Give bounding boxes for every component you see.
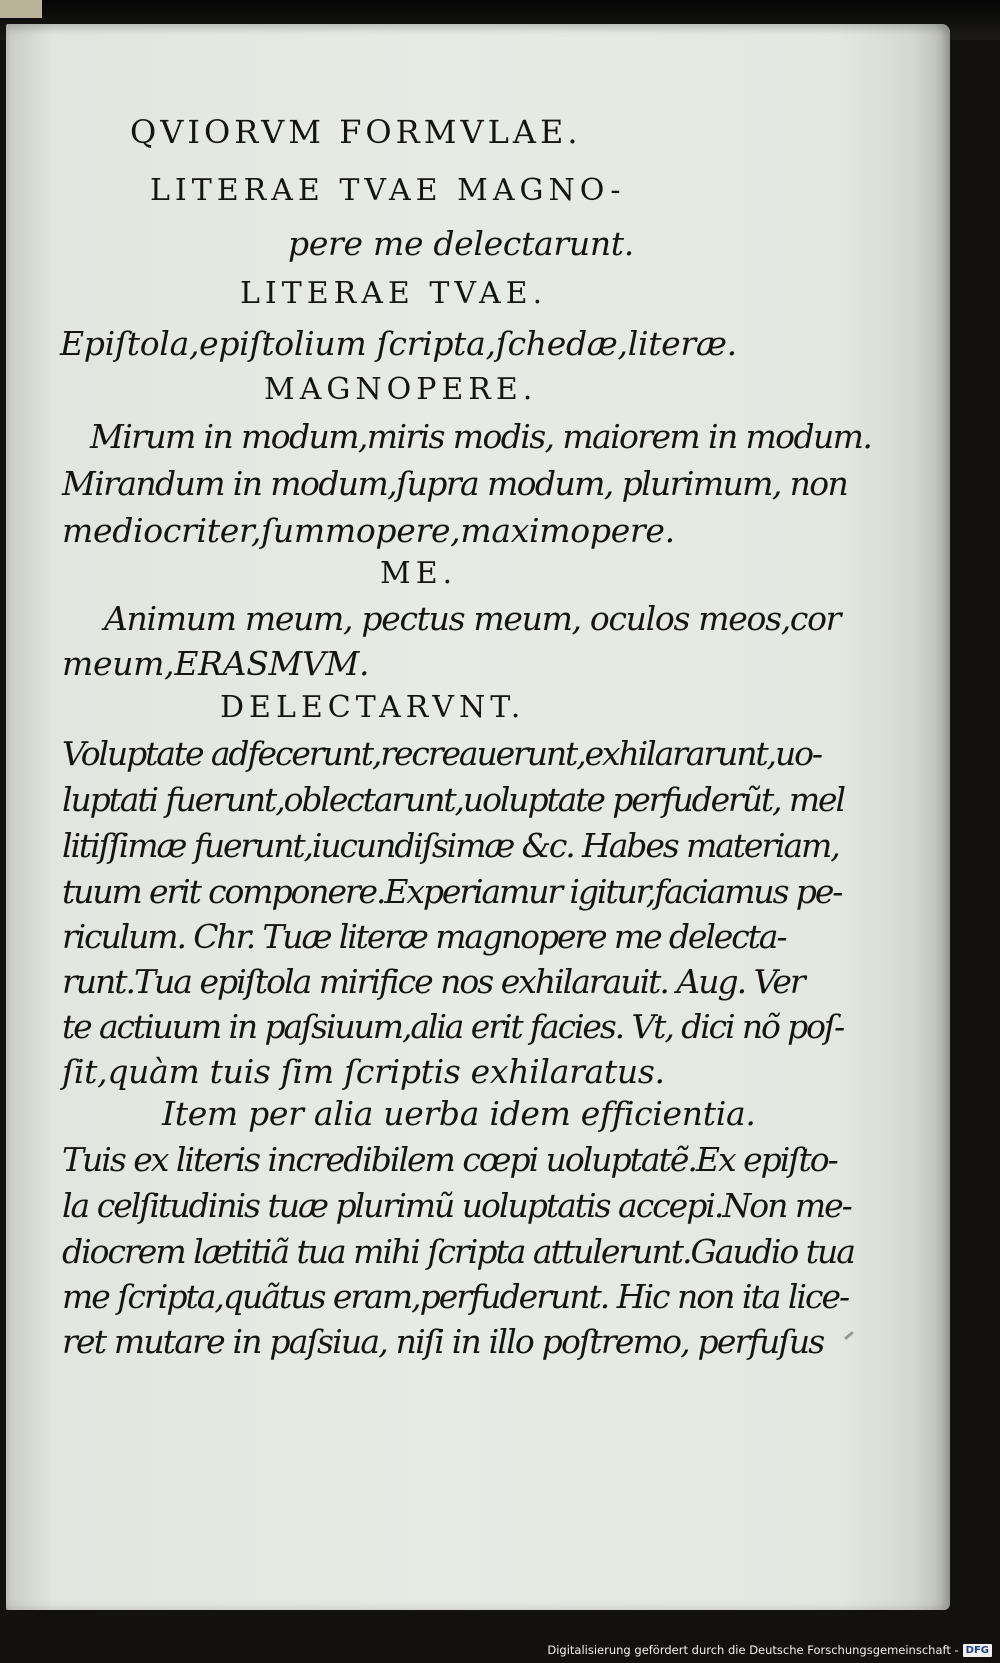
section-heading: DELECTARVNT. <box>220 690 526 725</box>
text-line: Voluptate adfecerunt,recreauerunt,exhilararunt,uo- <box>62 734 821 773</box>
digitization-footer <box>547 1640 992 1660</box>
book-page <box>6 24 950 1610</box>
text-line: meum,ERASMVM. <box>62 644 370 683</box>
scan-corner-tab <box>0 0 42 18</box>
funding-credit: Digitalisierung gefördert durch die Deutsche Forschungsgemeinschaft - <box>547 1643 959 1657</box>
text-line: te actiuum in paſsiuum,alia erit facies. Vt, dici nõ poſ- <box>62 1007 844 1046</box>
text-line: runt.Tua epiſtola mirifice nos exhilarauit. Aug. Ver <box>62 962 804 1001</box>
text-line: riculum. Chr. Tuæ literæ magnopere me delecta- <box>62 917 786 956</box>
text-line: Mirandum in modum,ſupra modum, plurimum, non <box>62 464 848 503</box>
section-heading: ME. <box>380 556 458 591</box>
text-line: Mirum in modum,miris modis, maiorem in modum. <box>90 417 872 456</box>
dfg-logo: DFG <box>963 1644 992 1657</box>
text-line: ſit,quàm tuis ſim ſcriptis exhilaratus. <box>62 1052 665 1091</box>
ink-mark <box>844 1331 854 1340</box>
text-line: pere me delectarunt. <box>288 224 634 263</box>
text-line: me ſcripta,quãtus eram,perfuderunt. Hic non ita lice- <box>62 1277 849 1316</box>
text-line: luptati fuerunt,oblectarunt,uoluptate perfuderũt, mel <box>62 780 844 819</box>
heading-line: LITERAE TVAE MAGNO- <box>150 173 626 208</box>
text-line: mediocriter,ſummopere,maximopere. <box>62 511 675 550</box>
section-heading: MAGNOPERE. <box>264 372 538 407</box>
text-line: Tuis ex literis incredibilem cœpi uoluptatẽ.Ex epiſto- <box>62 1140 837 1179</box>
text-line: Epiſtola,epiſtolium ſcripta,ſchedæ,literæ. <box>60 324 737 363</box>
text-line: tuum erit componere.Experiamur igitur,faciamus pe- <box>62 872 842 911</box>
text-line: diocrem lætitiã tua mihi ſcripta attulerunt.Gaudio tua <box>62 1232 854 1271</box>
subheading-line: Item per alia uerba idem efficientia. <box>162 1094 756 1133</box>
running-header: QVIORVM FORMVLAE. <box>130 113 582 151</box>
text-line: Animum meum, pectus meum, oculos meos,cor <box>104 599 841 638</box>
section-heading: LITERAE TVAE. <box>240 276 548 311</box>
text-line: litiſſimæ fuerunt,iucundiſsimæ &c. Habes materiam, <box>62 826 839 865</box>
text-line: la celſitudinis tuæ plurimũ uoluptatis accepi.Non me- <box>62 1186 851 1225</box>
text-line: ret mutare in paſsiua, niſi in illo poſtremo, perfuſus <box>62 1322 824 1361</box>
